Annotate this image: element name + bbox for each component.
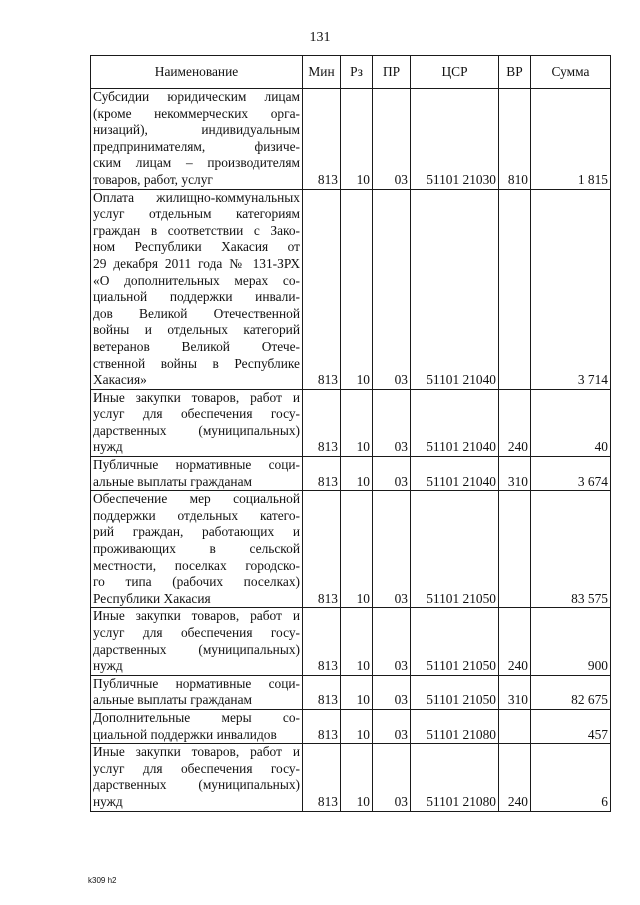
row-name-line: поддержки отдельных катего- <box>93 507 300 523</box>
table-row <box>91 709 611 743</box>
row-sum: 40 <box>531 389 611 456</box>
row-vr: 240 <box>499 389 531 456</box>
table-row <box>91 675 611 709</box>
table-row <box>91 491 611 608</box>
row-sum: 457 <box>531 709 611 743</box>
budget-table <box>90 55 611 812</box>
row-name-line: альные выплаты гражданам <box>93 473 252 489</box>
row-pr: 03 <box>373 389 411 456</box>
row-rz: 10 <box>341 675 373 709</box>
row-name-line: циальной поддержки инвалидов <box>93 726 277 742</box>
row-name-line: низаций), индивидуальным <box>93 122 300 138</box>
header-rz: Рз <box>341 56 373 89</box>
row-csr: 51101 21080 <box>411 709 499 743</box>
row-name <box>91 189 303 389</box>
page-number: 131 <box>309 30 331 45</box>
row-rz: 10 <box>341 709 373 743</box>
row-min: 813 <box>303 389 341 456</box>
row-name-line: услуг отдельным категориям <box>93 206 300 222</box>
row-name-line: ственной войны в Республике <box>93 355 300 371</box>
row-name-line: ном Республики Хакасия от <box>93 239 300 255</box>
row-sum: 83 575 <box>531 491 611 608</box>
row-name <box>91 491 303 608</box>
table-header-row <box>91 56 611 89</box>
row-csr: 51101 21050 <box>411 608 499 675</box>
row-name-line: Оплата жилищно-коммунальных <box>93 189 300 205</box>
row-pr: 03 <box>373 744 411 811</box>
row-rz: 10 <box>341 189 373 389</box>
row-name-line: дарственных (муниципальных) <box>93 641 300 657</box>
row-rz: 10 <box>341 744 373 811</box>
row-vr: 310 <box>499 457 531 491</box>
row-min: 813 <box>303 744 341 811</box>
row-name-line: ветеранов Великой Отече- <box>93 338 300 354</box>
row-vr <box>499 189 531 389</box>
row-min: 813 <box>303 89 341 190</box>
row-csr: 51101 21040 <box>411 457 499 491</box>
row-name-line: Иные закупки товаров, работ и <box>93 744 300 760</box>
row-name-line: Иные закупки товаров, работ и <box>93 608 300 624</box>
row-name-line: Публичные нормативные соци- <box>93 675 300 691</box>
row-csr: 51101 21050 <box>411 491 499 608</box>
table-row <box>91 89 611 190</box>
row-vr: 310 <box>499 675 531 709</box>
row-sum: 3 714 <box>531 189 611 389</box>
row-vr: 240 <box>499 608 531 675</box>
row-name <box>91 675 303 709</box>
row-name-line: Иные закупки товаров, работ и <box>93 389 300 405</box>
table-row <box>91 608 611 675</box>
row-name-line: Обеспечение мер социальной <box>93 491 300 507</box>
row-vr: 810 <box>499 89 531 190</box>
table-row <box>91 457 611 491</box>
row-sum: 1 815 <box>531 89 611 190</box>
row-csr: 51101 21040 <box>411 389 499 456</box>
row-name-line: предпринимателям, физиче- <box>93 138 300 154</box>
row-name-line: услуг для обеспечения госу- <box>93 625 300 640</box>
row-min: 813 <box>303 675 341 709</box>
row-name-line: нужд <box>93 658 123 674</box>
row-min: 813 <box>303 491 341 608</box>
row-rz: 10 <box>341 389 373 456</box>
header-sum: Сумма <box>531 56 611 89</box>
row-pr: 03 <box>373 89 411 190</box>
header-pr: ПР <box>373 56 411 89</box>
row-name-line: дарственных (муниципальных) <box>93 422 300 438</box>
row-name-line: местности, поселках городско- <box>93 557 300 573</box>
row-name-line: Республики Хакасия <box>93 590 211 606</box>
header-name: Наименование <box>91 56 303 89</box>
table-row <box>91 744 611 811</box>
row-name-line: ским лицам – производителям <box>93 155 300 171</box>
row-name-line: го типа (рабочих поселках) <box>93 574 300 590</box>
row-vr <box>499 709 531 743</box>
row-name-line: войны и отдельных категорий <box>93 322 300 338</box>
row-pr: 03 <box>373 709 411 743</box>
row-min: 813 <box>303 457 341 491</box>
row-name <box>91 744 303 811</box>
row-sum: 82 675 <box>531 675 611 709</box>
row-pr: 03 <box>373 491 411 608</box>
row-name-line: альные выплаты гражданам <box>93 692 252 708</box>
row-name-line: 29 декабря 2011 года № 131-ЗРХ <box>93 255 300 271</box>
table-body <box>91 89 611 812</box>
row-name-line: Субсидии юридическим лицам <box>93 89 300 104</box>
row-name-line: циальной поддержки инвали- <box>93 289 300 305</box>
row-rz: 10 <box>341 491 373 608</box>
header-vr: ВР <box>499 56 531 89</box>
row-name-line: проживающих в сельской <box>93 541 300 557</box>
row-name-line: дов Великой Отечественной <box>93 305 300 321</box>
row-pr: 03 <box>373 675 411 709</box>
table-row <box>91 189 611 389</box>
row-name <box>91 608 303 675</box>
row-sum: 6 <box>531 744 611 811</box>
footer-code: k309 h2 <box>88 876 117 885</box>
row-name-line: (кроме некоммерческих орга- <box>93 105 300 121</box>
row-name-line: дарственных (муниципальных) <box>93 777 300 793</box>
row-name-line: услуг для обеспечения госу- <box>93 406 300 422</box>
row-rz: 10 <box>341 457 373 491</box>
header-csr: ЦСР <box>411 56 499 89</box>
row-name-line: «О дополнительных мерах со- <box>93 272 300 288</box>
row-name-line: товаров, работ, услуг <box>93 171 213 187</box>
row-name-line: рий граждан, работающих и <box>93 524 300 540</box>
row-min: 813 <box>303 709 341 743</box>
row-vr: 240 <box>499 744 531 811</box>
row-min: 813 <box>303 189 341 389</box>
row-name <box>91 457 303 491</box>
row-name-line: граждан в соответствии с Зако- <box>93 222 300 238</box>
row-csr: 51101 21050 <box>411 675 499 709</box>
row-pr: 03 <box>373 457 411 491</box>
row-rz: 10 <box>341 608 373 675</box>
row-name <box>91 89 303 190</box>
row-name-line: нужд <box>93 439 123 455</box>
row-name-line: Публичные нормативные соци- <box>93 457 300 473</box>
row-name-line: Дополнительные меры со- <box>93 709 300 725</box>
row-name-line: услуг для обеспечения госу- <box>93 760 300 776</box>
row-name <box>91 389 303 456</box>
row-sum: 900 <box>531 608 611 675</box>
table-row <box>91 389 611 456</box>
row-name-line: нужд <box>93 793 123 809</box>
row-csr: 51101 21040 <box>411 189 499 389</box>
row-name-line: Хакасия» <box>93 372 147 388</box>
row-vr <box>499 491 531 608</box>
row-csr: 51101 21030 <box>411 89 499 190</box>
row-name <box>91 709 303 743</box>
row-sum: 3 674 <box>531 457 611 491</box>
row-csr: 51101 21080 <box>411 744 499 811</box>
row-min: 813 <box>303 608 341 675</box>
header-min: Мин <box>303 56 341 89</box>
row-rz: 10 <box>341 89 373 190</box>
row-pr: 03 <box>373 608 411 675</box>
row-pr: 03 <box>373 189 411 389</box>
